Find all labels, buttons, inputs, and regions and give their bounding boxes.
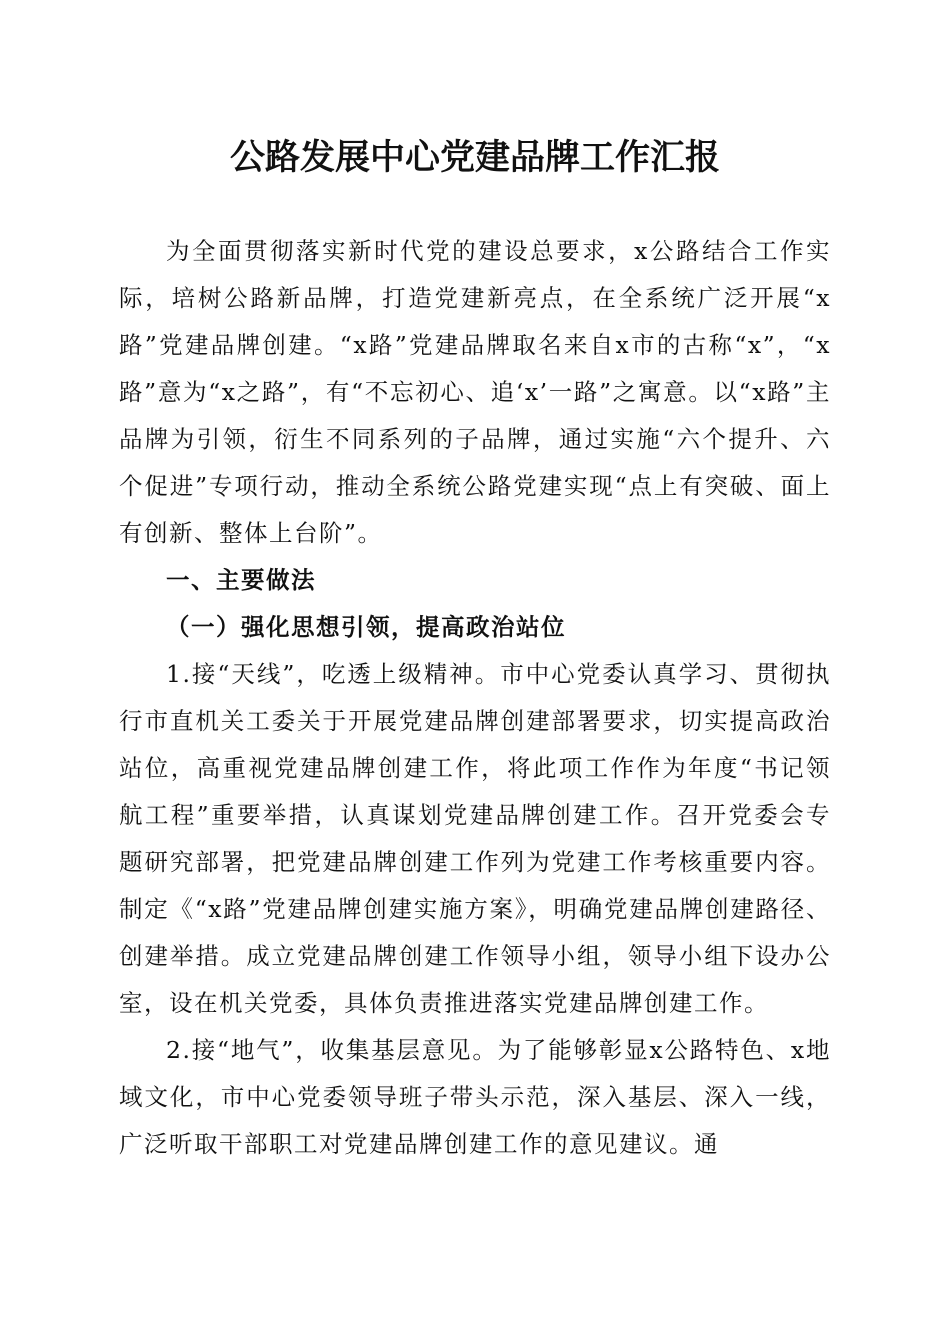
document-title: 公路发展中心党建品牌工作汇报	[229, 138, 720, 178]
item-paragraph-1: 1.接“天线”，吃透上级精神。市中心党委认真学习、贯彻执行市直机关工委关于开展党建品牌创建部署要求，切实提高政治站位，高重视党建品牌创建工作，将此项工作作为年度“书记领航工程”重要举措，认真谋划党建品牌创建工作。召开党委会专题研究部署，把党建品牌创建工作列为党建工作考核重要内容。制定《“x路”党建品牌创建实施方案》，明确党建品牌创建路径、创建举措。成立党建品牌创建工作领导小组，领导小组下设办公室，设在机关党委，具体负责推进落实党建品牌创建工作。	[119, 660, 831, 1017]
section-heading: 一、主要做法	[166, 566, 316, 594]
intro-paragraph: 为全面贯彻落实新时代党的建设总要求，x公路结合工作实际，培树公路新品牌，打造党建新亮点，在全系统广泛开展“x路”党建品牌创建。“x路”党建品牌取名来自x市的古称“x”，“x路”意为“x之路”，有“不忘初心、追‘x’一路”之寓意。以“x路”主品牌为引领，衍生不同系列的子品牌，通过实施“六个提升、六个促进”专项行动，推动全系统公路党建实现“点上有突破、面上有创新、整体上台阶”。	[119, 237, 831, 547]
document-body	[119, 228, 831, 1168]
item-paragraph-2: 2.接“地气”，收集基层意见。为了能够彰显x公路特色、x地域文化，市中心党委领导班子带头示范，深入基层、深入一线，广泛听取干部职工对党建品牌创建工作的意见建议。通	[119, 1036, 831, 1158]
subsection-heading: （一）强化思想引领，提高政治站位	[166, 613, 566, 641]
